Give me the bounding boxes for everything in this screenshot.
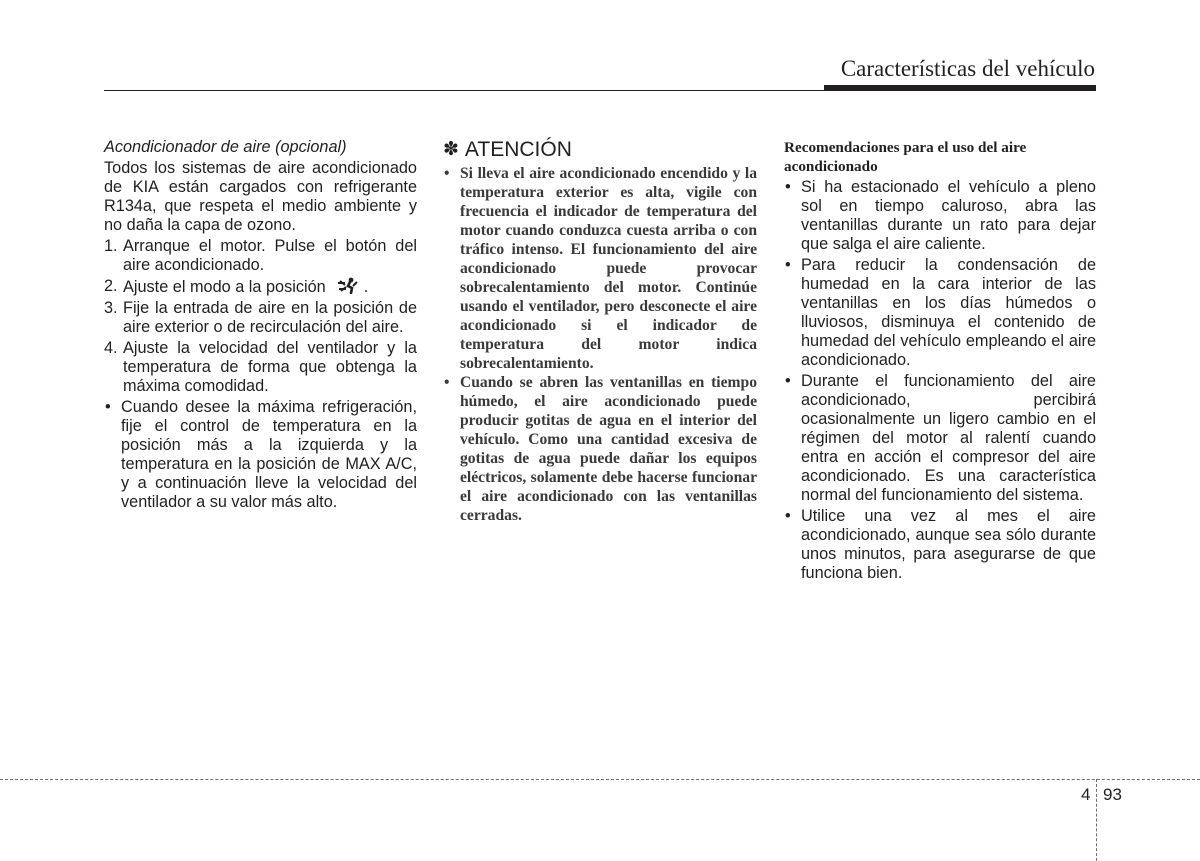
max-cooling-bullet <box>104 398 417 512</box>
recommendation-text: Durante el funcionamiento del aire acondicionado, percibirá ocasionalmente un ligero cambio en el régimen del motor al ralentí cuando entra en acción el compresor del aire acondicionado. Es una característica normal del funcionamiento del sistema. <box>801 372 1096 504</box>
bullet-mark: • <box>785 256 791 274</box>
step-text: Fije la entrada de aire en la posición de aire exterior o de recirculación del aire. <box>123 299 417 336</box>
recommendations-column <box>784 138 1096 583</box>
chapter-number: 4 <box>1081 785 1091 804</box>
step-text: Arranque el motor. Pulse el botón del aire acondicionado. <box>123 237 417 274</box>
recommendation-item <box>784 507 1096 583</box>
section-title: Características del vehículo <box>840 56 1095 81</box>
step-suffix: . <box>363 278 369 296</box>
header-rule <box>104 90 1096 91</box>
ac-intro: Todos los sistemas de aire acondicionado de KIA están cargados con refrigerante R134a, que respeta el medio ambiente y no daña la capa de ozono. <box>104 159 417 234</box>
page-number: 93 <box>1103 785 1122 804</box>
bullet-mark: • <box>785 372 791 390</box>
warning-title-text: ATENCIÓN <box>464 138 572 161</box>
warning-bullet <box>443 164 757 373</box>
bullet-mark: • <box>444 374 450 391</box>
step-2 <box>104 277 417 297</box>
step-text: Ajuste la velocidad del ventilador y la temperatura de forma que obtenga la máxima comodidad. <box>123 339 417 395</box>
step-number: 2. <box>104 277 118 295</box>
floor-defrost-mode-icon <box>336 277 358 294</box>
step-number: 3. <box>104 299 118 317</box>
footer-divider <box>1096 779 1097 861</box>
step-1 <box>104 237 417 275</box>
step-3 <box>104 299 417 337</box>
recommendation-text: Si ha estacionado el vehículo a pleno sol en tiempo caluroso, abra las ventanillas durante un rato para dejar que salga el aire caliente. <box>801 178 1096 253</box>
step-text: Ajuste el modo a la posición <box>123 278 326 296</box>
bullet-mark: • <box>785 507 791 525</box>
warning-box <box>443 138 757 525</box>
recommendation-item <box>784 256 1096 370</box>
bullet-text: Cuando desee la máxima refrigeración, fije el control de temperatura en la posición más a la izquierda y la temperatura en la posición de MAX A/C, y a continuación lleve la velocidad del ventilador a su valor más alto. <box>121 398 417 511</box>
warning-bullet <box>443 373 757 525</box>
left-column <box>104 138 417 512</box>
recommendation-item <box>784 372 1096 505</box>
recommendation-text: Utilice una vez al mes el aire acondicionado, aunque sea sólo durante unos minutos, para asegurarse de que funciona bien. <box>801 507 1096 582</box>
recommendation-item <box>784 178 1096 254</box>
recommendations-heading: Recomendaciones para el uso del aire acondicionado <box>784 139 1027 175</box>
warning-text: Cuando se abren las ventanillas en tiempo húmedo, el aire acondicionado puede producir gotitas de agua en el interior del vehículo. Como una cantidad excesiva de gotitas de agua puede dañar los equipos eléctricos, solamente debe hacerse funcionar el aire acondicionado con las ventanillas cerradas. <box>460 374 757 524</box>
step-number: 4. <box>104 339 118 357</box>
ac-heading: Acondicionador de aire (opcional) <box>104 138 347 156</box>
recommendation-text: Para reducir la condensación de humedad en la cara interior de las ventanillas en los días húmedos o lluviosos, disminuya el contenido de humedad del vehículo empleando el aire acondicionado. <box>801 256 1096 369</box>
bullet-mark: • <box>785 178 791 196</box>
bullet-mark: • <box>444 165 450 182</box>
asterisk-icon: ✽ <box>443 139 459 160</box>
warning-title <box>443 138 757 162</box>
footer-rule <box>0 779 1200 780</box>
step-4 <box>104 339 417 396</box>
step-number: 1. <box>104 237 118 255</box>
warning-text: Si lleva el aire acondicionado encendido y la temperatura exterior es alta, vigile con frecuencia el indicador de temperatura del motor cuando conduzca cuesta arriba o con tráfico intenso. El funcionamiento del aire acondicionado puede provocar sobrecalentamiento del motor. Continúe usando el ventilador, pero desconecte el aire acondicionado si el indicador de temperatura del motor indica sobrecalentamiento. <box>460 165 757 372</box>
bullet-mark: • <box>105 398 111 416</box>
